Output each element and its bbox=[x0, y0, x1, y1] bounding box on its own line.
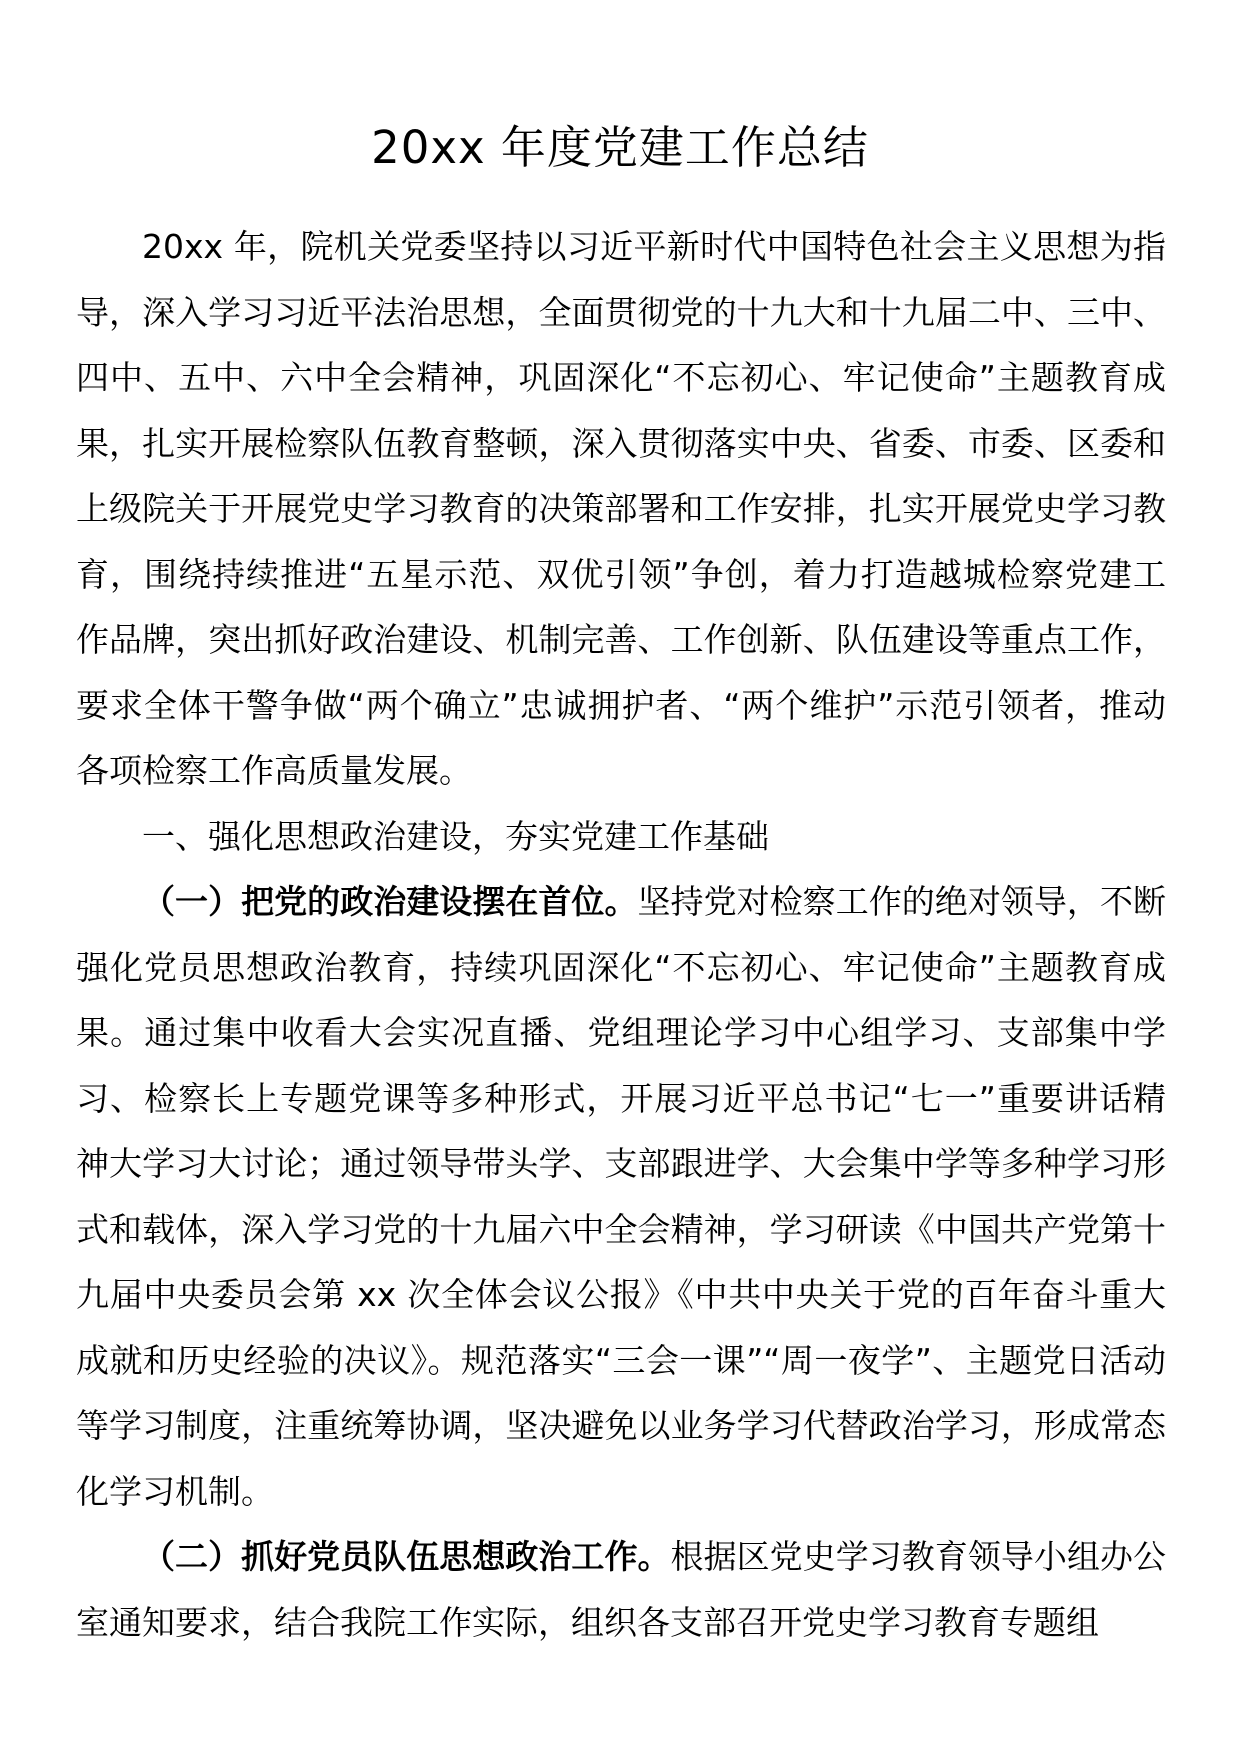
item-1-text: 坚持党对检察工作的绝对领导，不断强化党员思想政治教育，持续巩固深化“不忘初心、牢记使命”主题教育成果。通过集中收看大会实况直播、党组理论学习中心组学习、支部集中学习、检察长上专题党课等多种形式，开展习近平总书记“七一”重要讲话精神大学习大讨论；通过领导带头学、支部跟进学、大会集中学等多种学习形式和载体，深入学习党的十九届六中全会精神，学习研读《中国共产党第十九届中央委员会第 xx 次全体会议公报》《中共中央关于党的百年奋斗重大成就和历史经验的决议》。规范落实“三会一课”“周一夜学”、主题党日活动等学习制度，注重统筹协调，坚决避免以业务学习代替政治学习，形成常态化学习机制。 bbox=[76, 882, 1167, 1511]
item-1-lead: （一）把党的政治建设摆在首位。 bbox=[142, 882, 638, 921]
item-2-text: 根据区党史学习教育领导小组办公室通知要求，结合我院工作实际，组织各支部召开党史学习教育专题组 bbox=[76, 1537, 1167, 1642]
section-1-item-2-paragraph bbox=[76, 1524, 1166, 1655]
intro-paragraph: 20xx 年，院机关党委坚持以习近平新时代中国特色社会主义思想为指导，深入学习习近平法治思想，全面贯彻党的十九大和十九届二中、三中、四中、五中、六中全会精神，巩固深化“不忘初心、牢记使命”主题教育成果，扎实开展检察队伍教育整顿，深入贯彻落实中央、省委、市委、区委和上级院关于开展党史学习教育的决策部署和工作安排，扎实开展党史学习教育，围绕持续推进“五星示范、双优引领”争创，着力打造越城检察党建工作品牌，突出抓好政治建设、机制完善、工作创新、队伍建设等重点工作，要求全体干警争做“两个确立”忠诚拥护者、“两个维护”示范引领者，推动各项检察工作高质量发展。 bbox=[76, 227, 1166, 790]
section-1-item-1-paragraph bbox=[76, 869, 1166, 1524]
document-body bbox=[76, 214, 1166, 1655]
section-heading-1: 一、强化思想政治建设，夯实党建工作基础 bbox=[142, 816, 769, 856]
item-2-lead: （二）抓好党员队伍思想政治工作。 bbox=[142, 1537, 671, 1576]
document-title: 20xx 年度党建工作总结 bbox=[371, 121, 869, 174]
